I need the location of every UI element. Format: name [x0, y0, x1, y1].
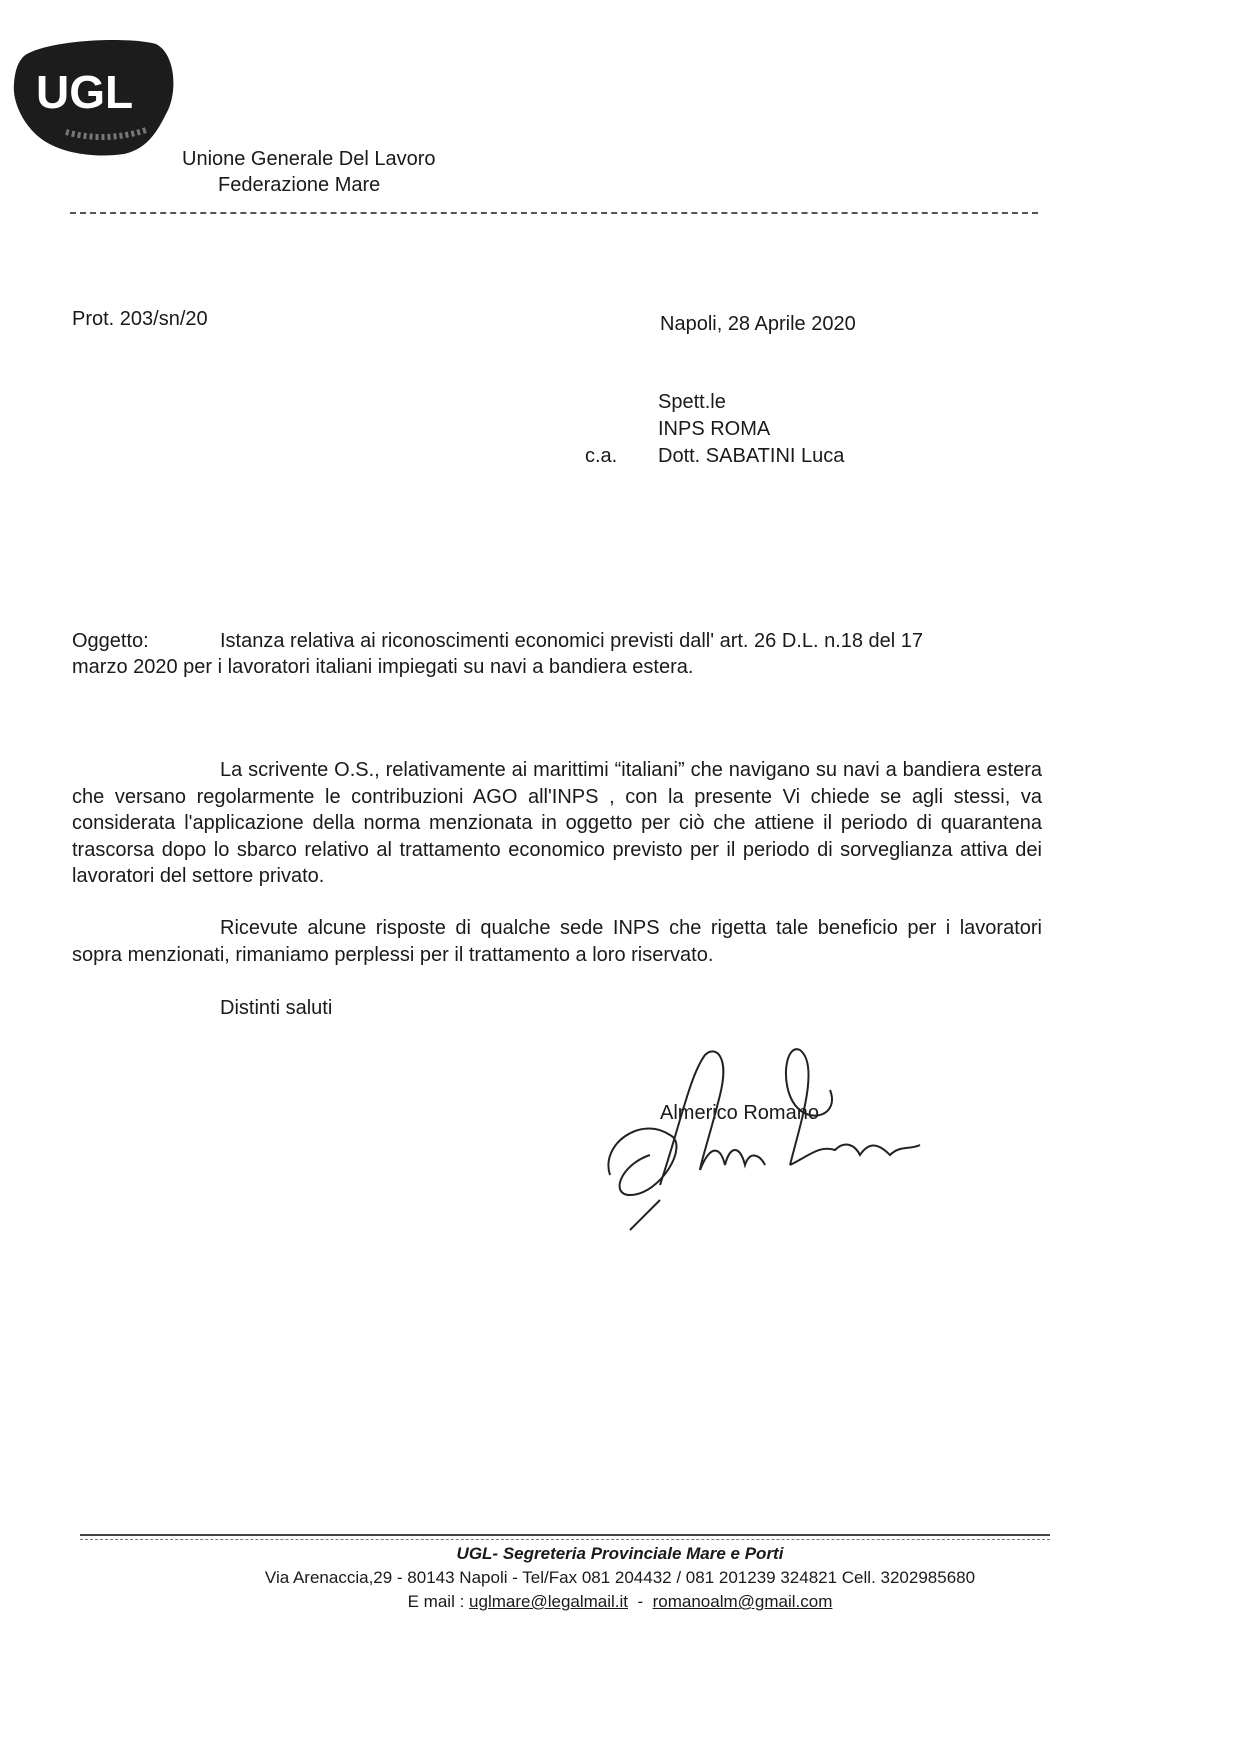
closing-greeting: Distinti saluti	[220, 997, 333, 1019]
subject-label: Oggetto:	[72, 630, 149, 652]
email-label: E mail :	[407, 1592, 465, 1611]
recipient-organization: INPS ROMA	[658, 418, 771, 440]
subject-line-1: Istanza relativa ai riconoscimenti economici previsti dall' art. 26 D.L. n.18 del 17	[220, 630, 924, 652]
subject-line-2: marzo 2020 per i lavoratori italiani impiegati su navi a bandiera estera.	[72, 656, 694, 678]
email-link-uglmare[interactable]: uglmare@legalmail.it	[469, 1592, 629, 1611]
body-paragraph-2	[72, 915, 1042, 968]
footer-title: UGL- Segreteria Provinciale Mare e Porti	[456, 1544, 784, 1563]
footer-divider	[80, 1534, 1050, 1536]
signatory-name: Almerico Romano	[660, 1102, 819, 1124]
footer-emails	[0, 1592, 1240, 1612]
recipient-person: Dott. SABATINI Luca	[658, 445, 845, 467]
org-name: Unione Generale Del Lavoro	[182, 148, 436, 170]
protocol-number: Prot. 203/sn/20	[72, 308, 208, 330]
body-paragraph-1	[72, 757, 1042, 890]
header-divider	[70, 212, 1038, 214]
attention-label: c.a.	[585, 445, 618, 467]
handwritten-signature	[600, 1045, 940, 1235]
ugl-logo	[6, 34, 176, 158]
org-federation: Federazione Mare	[218, 174, 381, 196]
footer-divider-dashed	[80, 1539, 1050, 1540]
email-separator: -	[637, 1592, 644, 1611]
recipient-salutation: Spett.le	[658, 391, 726, 413]
body-paragraph-1-text: La scrivente O.S., relativamente ai marittimi “italiani” che navigano su navi a bandiera estera che versano regolarmente le contribuzioni AGO all'INPS , con la presente Vi chiede se agli stessi, va considerata l'applicazione della norma menzionata in oggetto per ciò che attiene il periodo di quarantena trascorsa dopo lo sbarco relativo al trattamento economico previsto per il periodo di sorveglianza attiva dei lavoratori del settore privato.	[72, 759, 1042, 887]
body-paragraph-2-text: Ricevute alcune risposte di qualche sede INPS che rigetta tale beneficio per i lavoratori sopra menzionati, rimaniamo perplessi per il trattamento a loro riservato.	[72, 917, 1042, 966]
footer-address: Via Arenaccia,29 - 80143 Napoli - Tel/Fax 081 204432 / 081 201239 324821 Cell. 3202985680	[264, 1568, 976, 1587]
logo-wordmark: UGL	[36, 66, 134, 118]
letter-date: Napoli, 28 Aprile 2020	[660, 313, 856, 335]
email-link-romano[interactable]: romanoalm@gmail.com	[652, 1592, 833, 1611]
